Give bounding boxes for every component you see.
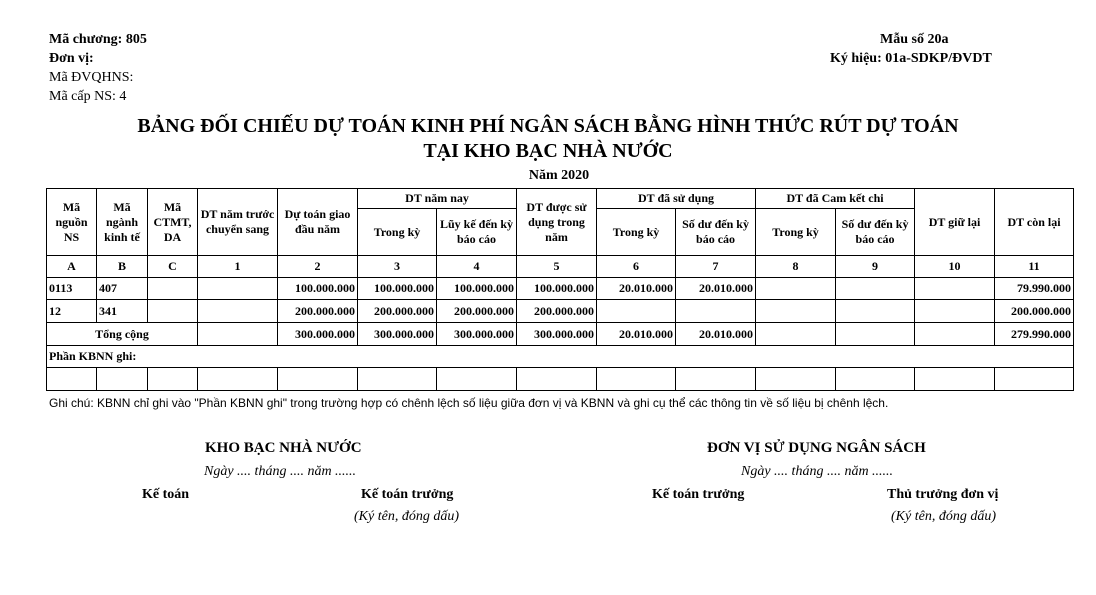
table-cell xyxy=(198,368,278,391)
table-cell: 279.990.000 xyxy=(995,323,1074,346)
table-cell: 200.000.000 xyxy=(358,300,437,323)
mau-so: Mẫu số 20a xyxy=(880,32,949,47)
col-code: 4 xyxy=(437,256,517,278)
table-row xyxy=(47,278,1074,300)
col-dt-giu-lai: DT giữ lại xyxy=(915,189,995,256)
col-ma-nganh: Mã ngành kinh tế xyxy=(97,189,148,256)
table-cell xyxy=(597,368,676,391)
table-cell xyxy=(278,368,358,391)
table-cell xyxy=(756,278,836,300)
col-du-toan-giao: Dự toán giao đầu năm xyxy=(278,189,358,256)
kbnn-accountant: Kế toán xyxy=(142,487,190,502)
col-luy-ke: Lũy kế đến kỳ báo cáo xyxy=(437,209,517,256)
table-cell xyxy=(358,368,437,391)
table-cell xyxy=(198,278,278,300)
table-cell: 200.000.000 xyxy=(437,300,517,323)
table-cell: 79.990.000 xyxy=(995,278,1074,300)
col-dt-con-lai: DT còn lại xyxy=(995,189,1074,256)
col-dt-nam-nay: DT năm nay xyxy=(358,189,517,209)
table-cell xyxy=(756,323,836,346)
col-dt-da-su-dung: DT đã sử dụng xyxy=(597,189,756,209)
table-cell: 200.000.000 xyxy=(517,300,597,323)
col-code: 7 xyxy=(676,256,756,278)
table-cell xyxy=(148,368,198,391)
table-cell: 100.000.000 xyxy=(358,278,437,300)
col-dt-truoc: DT năm trước chuyển sang xyxy=(198,189,278,256)
table-cell xyxy=(915,278,995,300)
kbnn-chief-accountant: Kế toán trưởng xyxy=(361,487,454,502)
table-cell xyxy=(148,278,198,300)
col-code: 5 xyxy=(517,256,597,278)
footnote: Ghi chú: KBNN chỉ ghi vào "Phần KBNN ghi" trong trường hợp có chênh lệch số liệu giữa đơn vị và KBNN và ghi cụ thể các thông tin về số liệu bị chênh lệch. xyxy=(49,396,889,410)
total-label: Tổng cộng xyxy=(47,323,198,346)
table-cell xyxy=(756,368,836,391)
col-code: B xyxy=(97,256,148,278)
table-cell xyxy=(915,368,995,391)
table-cell xyxy=(198,323,278,346)
unit-heading: ĐƠN VỊ SỬ DỤNG NGÂN SÁCH xyxy=(707,440,926,456)
table-cell: 200.000.000 xyxy=(278,300,358,323)
unit-chief-accountant: Kế toán trưởng xyxy=(652,487,745,502)
table-cell: 407 xyxy=(97,278,148,300)
table-cell xyxy=(836,300,915,323)
col-code: 1 xyxy=(198,256,278,278)
table-cell: 100.000.000 xyxy=(517,278,597,300)
table-cell xyxy=(97,368,148,391)
table-cell: 20.010.000 xyxy=(676,278,756,300)
table-cell xyxy=(517,368,597,391)
ma-cap-ns: Mã cấp NS: 4 xyxy=(49,89,127,104)
table-cell: 20.010.000 xyxy=(676,323,756,346)
table-cell: 300.000.000 xyxy=(437,323,517,346)
col-ma-ctmt: Mã CTMT, DA xyxy=(148,189,198,256)
table-cell: 20.010.000 xyxy=(597,323,676,346)
table-cell: 341 xyxy=(97,300,148,323)
table-row xyxy=(47,300,1074,323)
table-cell: 100.000.000 xyxy=(278,278,358,300)
table-cell: 20.010.000 xyxy=(597,278,676,300)
table-cell: 200.000.000 xyxy=(995,300,1074,323)
col-dt-duoc-su-dung: DT được sử dụng trong năm xyxy=(517,189,597,256)
col-code: 11 xyxy=(995,256,1074,278)
report-year: Năm 2020 xyxy=(528,168,590,183)
col-code: 10 xyxy=(915,256,995,278)
code-row xyxy=(47,256,1074,278)
col-code: 9 xyxy=(836,256,915,278)
unit-head: Thủ trưởng đơn vị xyxy=(887,487,999,502)
col-code: 6 xyxy=(597,256,676,278)
table-cell: 300.000.000 xyxy=(517,323,597,346)
table-cell xyxy=(836,368,915,391)
col-trong-ky: Trong kỳ xyxy=(597,209,676,256)
col-code: C xyxy=(148,256,198,278)
col-code: 2 xyxy=(278,256,358,278)
reconciliation-table xyxy=(46,188,1074,391)
table-cell: 12 xyxy=(47,300,97,323)
table-cell xyxy=(836,323,915,346)
page-subtitle: TẠI KHO BẠC NHÀ NƯỚC xyxy=(423,140,673,162)
col-ma-nguon: Mã nguồn NS xyxy=(47,189,97,256)
page-title: BẢNG ĐỐI CHIẾU DỰ TOÁN KINH PHÍ NGÂN SÁCH BẰNG HÌNH THỨC RÚT DỰ TOÁN xyxy=(137,115,959,137)
unit-date: Ngày .... tháng .... năm ...... xyxy=(741,464,894,479)
total-row xyxy=(47,323,1074,346)
unit-sign-note: (Ký tên, đóng dấu) xyxy=(891,509,996,524)
col-so-du: Số dư đến kỳ báo cáo xyxy=(676,209,756,256)
table-cell xyxy=(676,300,756,323)
table-cell: 300.000.000 xyxy=(278,323,358,346)
kbnn-label: Phần KBNN ghi: xyxy=(47,346,1074,368)
table-cell xyxy=(676,368,756,391)
table-cell: 0113 xyxy=(47,278,97,300)
table-cell xyxy=(915,300,995,323)
kbnn-heading: KHO BẠC NHÀ NƯỚC xyxy=(205,440,362,456)
table-cell xyxy=(47,368,97,391)
table-cell xyxy=(198,300,278,323)
table-cell xyxy=(597,300,676,323)
col-trong-ky: Trong kỳ xyxy=(358,209,437,256)
table-cell xyxy=(148,300,198,323)
col-code: A xyxy=(47,256,97,278)
col-dt-cam-ket: DT đã Cam kết chi xyxy=(756,189,915,209)
table-cell: 100.000.000 xyxy=(437,278,517,300)
table-cell xyxy=(915,323,995,346)
col-code: 8 xyxy=(756,256,836,278)
table-cell xyxy=(437,368,517,391)
table-cell xyxy=(756,300,836,323)
col-so-du: Số dư đến kỳ báo cáo xyxy=(836,209,915,256)
table-cell: 300.000.000 xyxy=(358,323,437,346)
kbnn-input-row xyxy=(47,368,1074,391)
kbnn-sign-note: (Ký tên, đóng dấu) xyxy=(354,509,459,524)
don-vi: Đơn vị: xyxy=(49,51,94,66)
table-cell xyxy=(995,368,1074,391)
ky-hieu: Ký hiệu: 01a-SDKP/ĐVDT xyxy=(830,51,992,66)
col-trong-ky: Trong kỳ xyxy=(756,209,836,256)
ma-dvqhns: Mã ĐVQHNS: xyxy=(49,70,134,85)
header-row-1 xyxy=(47,189,1074,209)
kbnn-date: Ngày .... tháng .... năm ...... xyxy=(204,464,357,479)
kbnn-label-row xyxy=(47,346,1074,368)
ma-chuong: Mã chương: 805 xyxy=(49,32,147,47)
table-cell xyxy=(836,278,915,300)
col-code: 3 xyxy=(358,256,437,278)
